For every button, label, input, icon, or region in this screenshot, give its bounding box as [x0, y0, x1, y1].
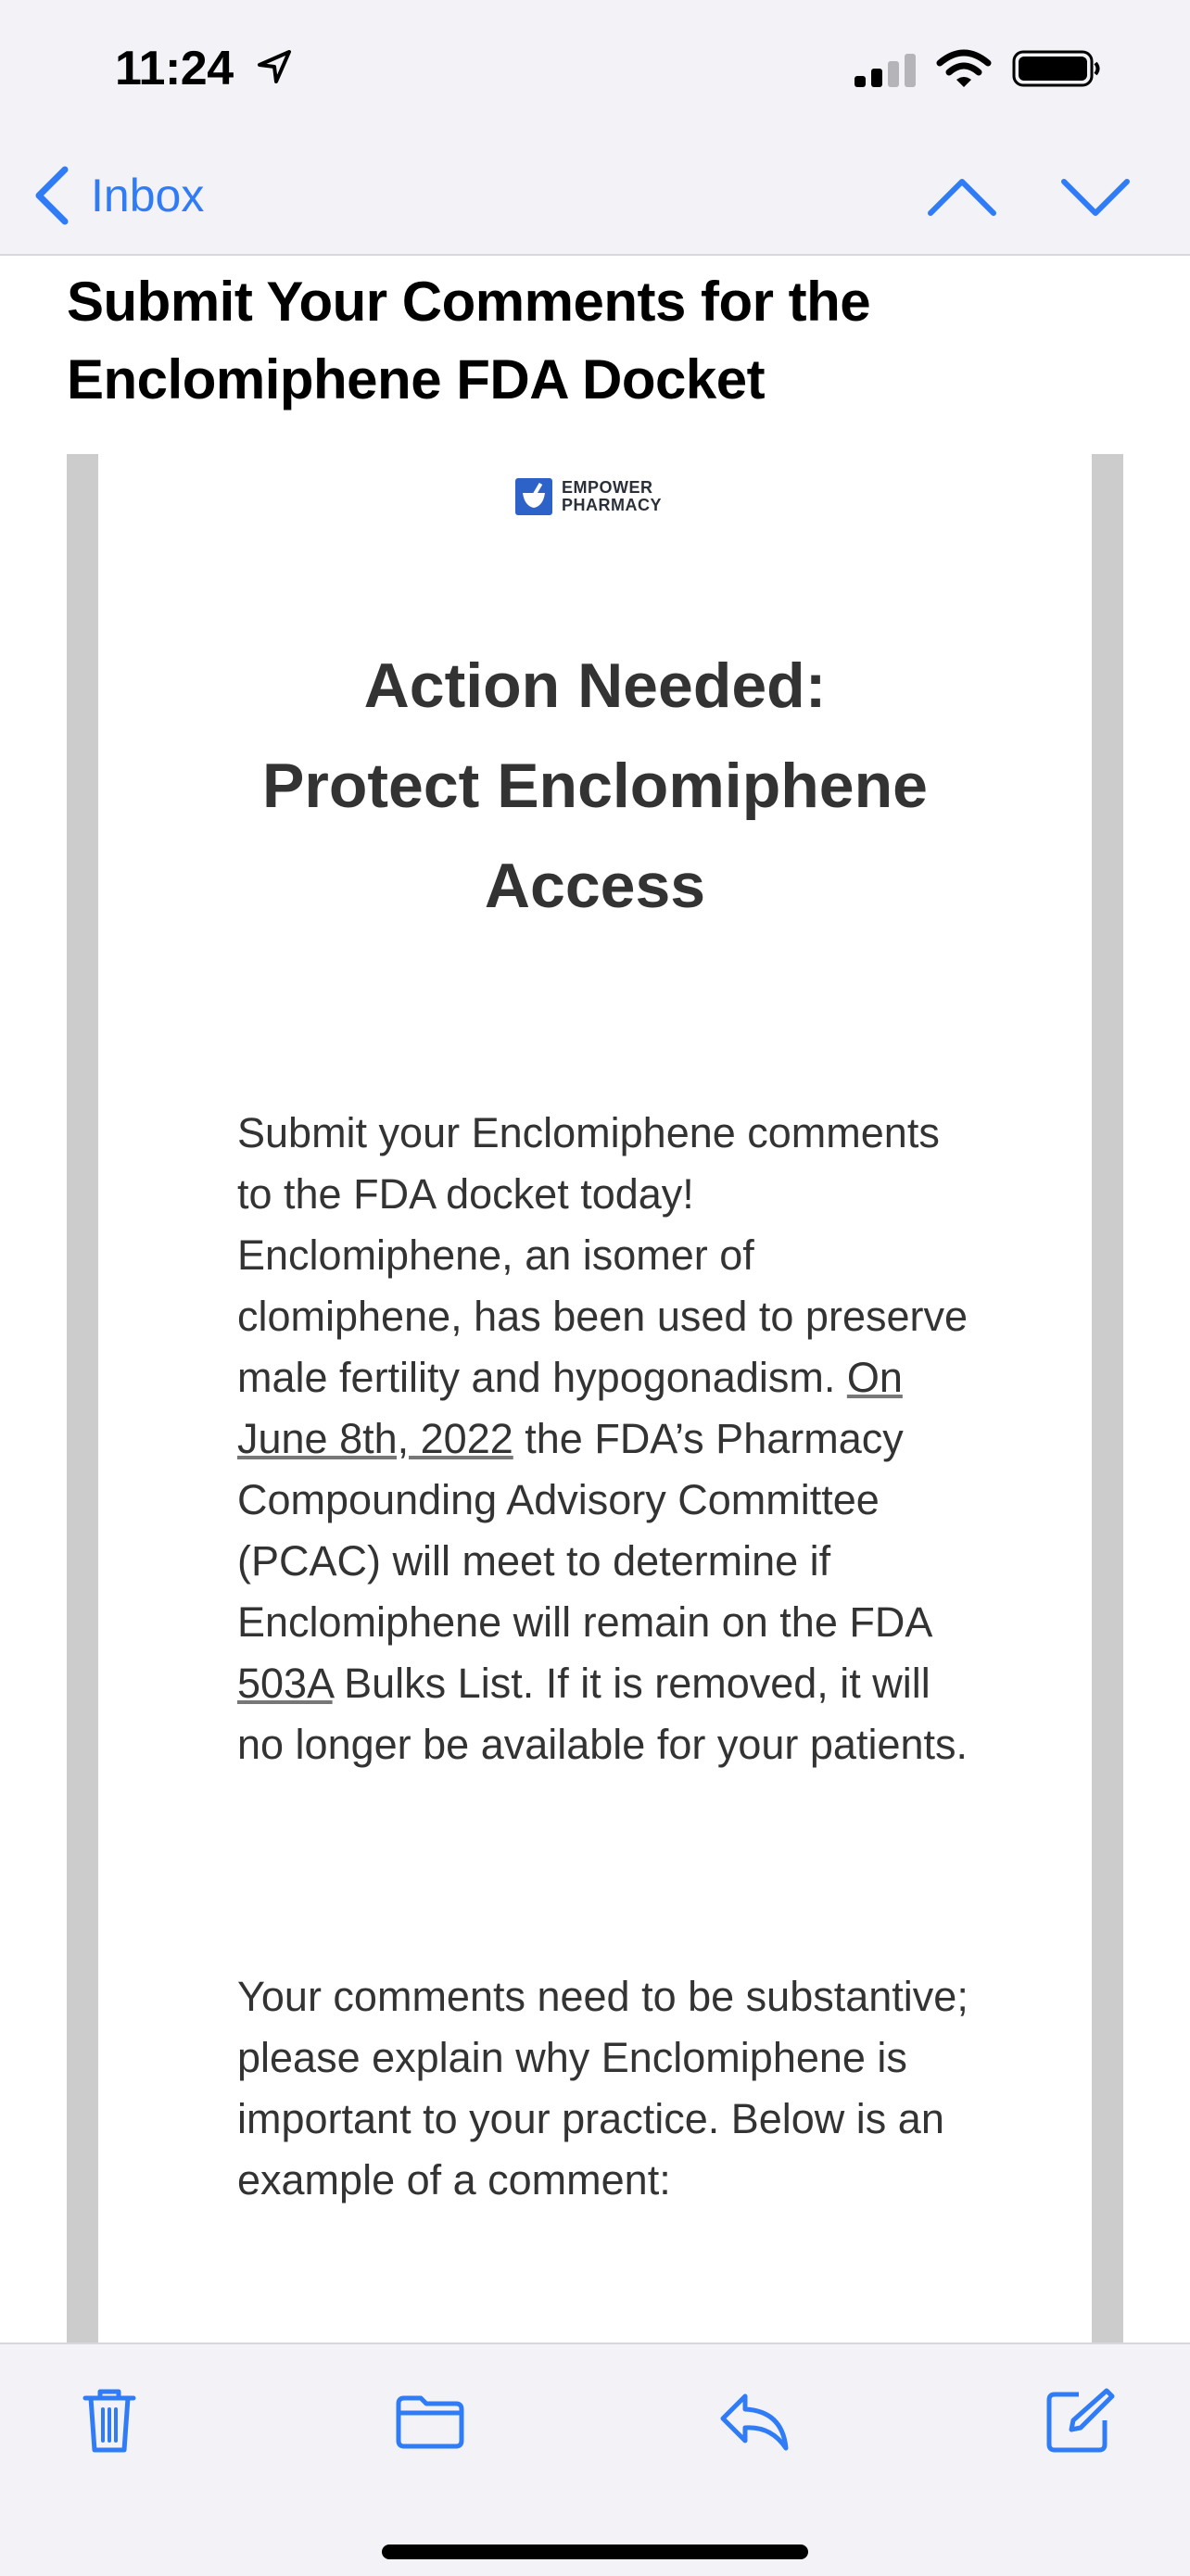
pharmacy-logo-icon: [515, 478, 552, 515]
headline-line: Protect Enclomiphene: [262, 751, 928, 821]
battery-icon: [1012, 48, 1101, 89]
status-bar: [0, 0, 1190, 139]
503a-link[interactable]: 503A: [237, 1660, 333, 1707]
navigation-bar: [0, 139, 1190, 256]
back-button-label: Inbox: [91, 170, 205, 221]
cellular-signal-icon: [855, 54, 918, 87]
compose-icon[interactable]: [1042, 2383, 1116, 2457]
headline-line: Action Needed:: [363, 650, 827, 721]
previous-message-chevron-up-icon[interactable]: [925, 167, 999, 226]
email-body: [98, 454, 1092, 2344]
logo-line-2: PHARMACY: [562, 496, 663, 514]
folder-icon[interactable]: [393, 2383, 467, 2457]
trash-icon[interactable]: [72, 2383, 146, 2457]
status-time: 11:24: [115, 42, 234, 95]
wifi-icon: [936, 48, 992, 89]
reply-icon[interactable]: [717, 2383, 791, 2457]
back-to-inbox-button[interactable]: [32, 163, 204, 228]
logo-text: [562, 479, 662, 514]
headline: [98, 636, 1092, 936]
body-paragraph-2: Your comments need to be substantive; please explain why Enclomiphene is important to your practice. Below is an example of a comment:: [237, 1973, 968, 2203]
location-arrow-icon: [256, 48, 293, 85]
headline-line: Access: [484, 851, 706, 921]
bottom-toolbar: [0, 2342, 1190, 2576]
logo-line-1: EMPOWER: [562, 478, 653, 497]
home-indicator[interactable]: [382, 2544, 808, 2559]
body-paragraph-1: [237, 1103, 969, 1775]
paragraph-text: Submit your Enclomiphene comments to the FDA docket today! Enclomiphene, an isomer of clomiphene, has been used to preserve male fertility and hypogonadism.: [237, 1109, 968, 1401]
email-subject: Submit Your Comments for the Enclomiphene FDA Docket: [67, 271, 871, 410]
meeting-date-link[interactable]: On June 8th, 2022: [237, 1354, 903, 1462]
next-message-chevron-down-icon[interactable]: [1058, 167, 1133, 226]
empower-pharmacy-logo[interactable]: [515, 478, 662, 515]
paragraph-text: Bulks List. If it is removed, it will no longer be available for your patients.: [237, 1660, 968, 1768]
paragraph-text: the FDA’s Pharmacy Compounding Advisory Committee (PCAC) will meet to determine if Enclomiphene will remain on the FDA: [237, 1415, 930, 1646]
email-body-frame: [67, 454, 1123, 2344]
chevron-left-icon: [32, 166, 72, 225]
